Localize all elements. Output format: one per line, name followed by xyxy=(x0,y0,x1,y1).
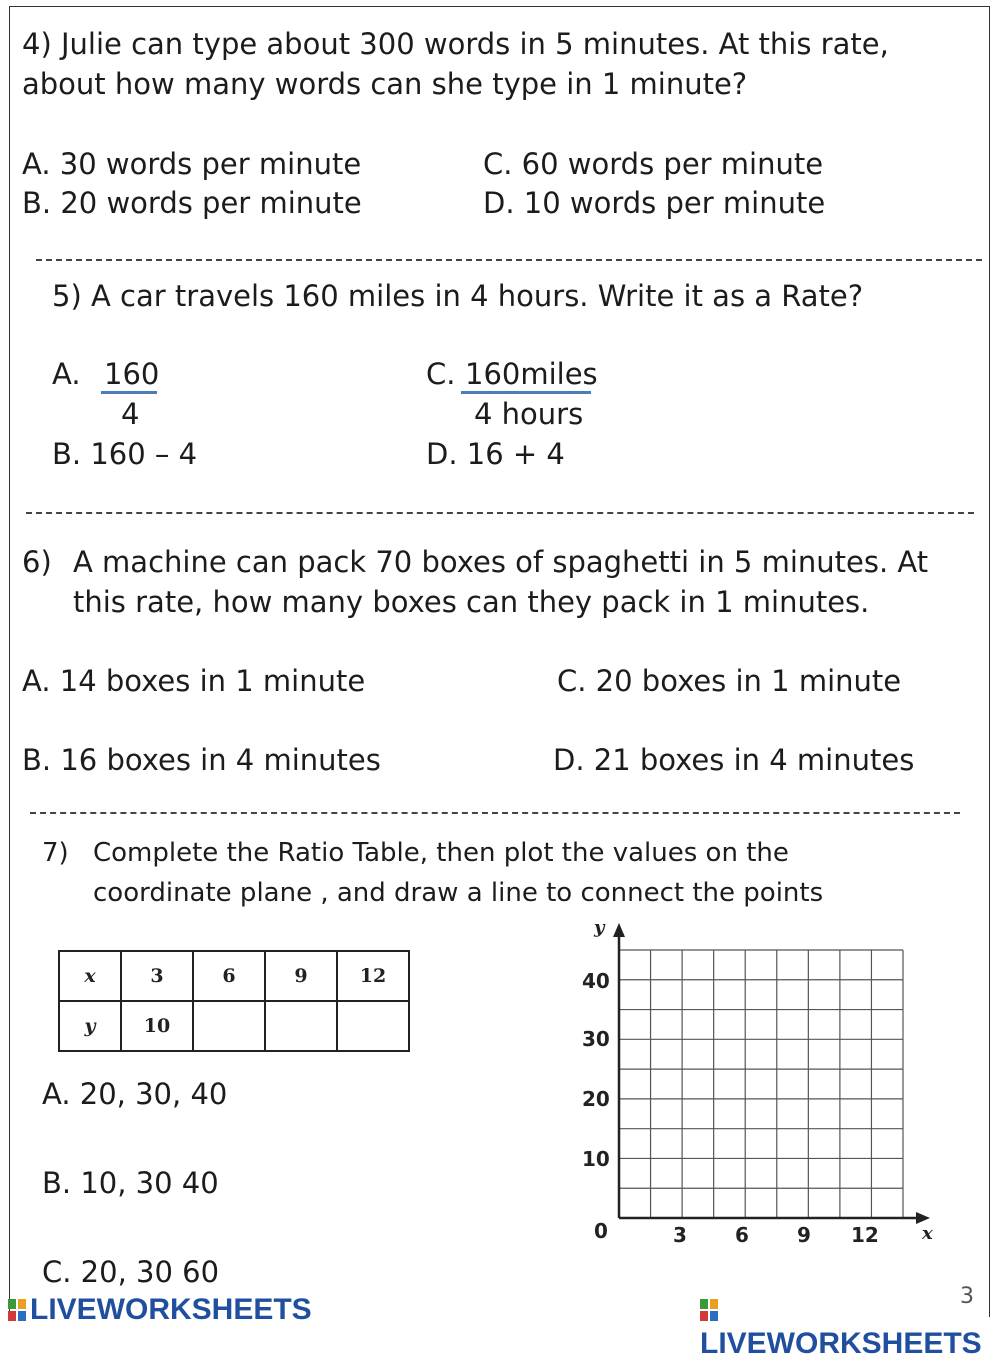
ratio-table xyxy=(58,950,410,1052)
q6-option-c[interactable]: C. 20 boxes in 1 minute xyxy=(557,664,902,698)
q4-option-c[interactable]: C. 60 words per minute xyxy=(483,147,824,181)
q6-number: 6) xyxy=(22,545,52,579)
q7-option-b[interactable]: B. 10, 30 40 xyxy=(42,1166,219,1200)
ratio-cell-y-2[interactable] xyxy=(193,1001,265,1051)
y-tick-30: 30 xyxy=(582,1027,610,1051)
y-axis-arrow-icon xyxy=(613,923,625,937)
q4-text-line2: about how many words can she type in 1 minute? xyxy=(22,67,748,101)
liveworksheets-mark-icon xyxy=(700,1299,718,1321)
ratio-cell-y-3[interactable] xyxy=(265,1001,337,1051)
logo-right-text: LIVEWORKSHEETS xyxy=(700,1327,982,1360)
q7-text-line1: Complete the Ratio Table, then plot the values on the xyxy=(93,838,789,868)
page-number: 3 xyxy=(960,1284,974,1309)
q5-option-a-numerator: 160 xyxy=(104,357,160,391)
coordinate-plane[interactable] xyxy=(560,915,960,1255)
q6-text-line2: this rate, how many boxes can they pack in 1 minutes. xyxy=(73,585,870,619)
x-tick-9: 9 xyxy=(797,1223,811,1247)
ratio-table-row-x xyxy=(59,951,409,1001)
q4-line1 xyxy=(22,24,889,64)
ratio-cell-x-2: 6 xyxy=(193,951,265,1001)
q4-number: 4) xyxy=(22,27,52,61)
q4-option-b[interactable]: B. 20 words per minute xyxy=(22,186,362,220)
q5-option-d[interactable]: D. 16 + 4 xyxy=(426,437,565,471)
ratio-cell-y-4[interactable] xyxy=(337,1001,409,1051)
ratio-cell-x-1: 3 xyxy=(121,951,193,1001)
divider-3 xyxy=(30,812,960,814)
liveworksheets-logo-left xyxy=(8,1293,312,1327)
y-tick-40: 40 xyxy=(582,969,610,993)
q5-option-c-denominator: 4 hours xyxy=(474,397,584,431)
x-tick-3: 3 xyxy=(673,1223,687,1247)
q6-option-d[interactable]: D. 21 boxes in 4 minutes xyxy=(553,743,915,777)
q7-number: 7) xyxy=(42,838,69,868)
ratio-cell-x-3: 9 xyxy=(265,951,337,1001)
y-tick-10: 10 xyxy=(582,1147,610,1171)
x-tick-6: 6 xyxy=(735,1223,749,1247)
ratio-cell-x-header: x xyxy=(59,951,121,1001)
q5-option-a-label[interactable]: A. xyxy=(52,357,81,391)
q7-option-a[interactable]: A. 20, 30, 40 xyxy=(42,1077,228,1111)
origin-label: 0 xyxy=(594,1219,608,1243)
q5-option-c-numerator: 160miles xyxy=(465,357,598,391)
q5-text: 5) A car travels 160 miles in 4 hours. Write it as a Rate? xyxy=(52,279,864,313)
coordinate-grid xyxy=(619,950,903,1218)
ratio-table-row-y xyxy=(59,1001,409,1051)
q6-option-b[interactable]: B. 16 boxes in 4 minutes xyxy=(22,743,381,777)
divider-2 xyxy=(26,512,974,514)
q5-option-b[interactable]: B. 160 – 4 xyxy=(52,437,198,471)
ratio-cell-y-1: 10 xyxy=(121,1001,193,1051)
q6-text-line1: A machine can pack 70 boxes of spaghetti in 5 minutes. At xyxy=(73,545,929,579)
q4-text-line1: Julie can type about 300 words in 5 minutes. At this rate, xyxy=(60,27,889,61)
liveworksheets-logo-right xyxy=(700,1293,1000,1361)
logo-left-text: LIVEWORKSHEETS xyxy=(30,1293,312,1326)
q7-text-line2: coordinate plane , and draw a line to connect the points xyxy=(93,878,824,908)
liveworksheets-mark-icon xyxy=(8,1299,26,1321)
divider-1 xyxy=(36,259,982,261)
ratio-cell-y-header: y xyxy=(59,1001,121,1051)
q7-option-c[interactable]: C. 20, 30 60 xyxy=(42,1255,220,1289)
x-axis-label: x xyxy=(922,1223,933,1244)
y-tick-20: 20 xyxy=(582,1087,610,1111)
ratio-cell-x-4: 12 xyxy=(337,951,409,1001)
q5-option-c-label[interactable]: C. xyxy=(426,357,456,391)
q6-option-a[interactable]: A. 14 boxes in 1 minute xyxy=(22,664,366,698)
q5-option-a-denominator: 4 xyxy=(121,397,140,431)
q4-option-d[interactable]: D. 10 words per minute xyxy=(483,186,826,220)
q4-option-a[interactable]: A. 30 words per minute xyxy=(22,147,362,181)
y-axis-label: y xyxy=(594,917,605,938)
x-tick-12: 12 xyxy=(851,1223,879,1247)
